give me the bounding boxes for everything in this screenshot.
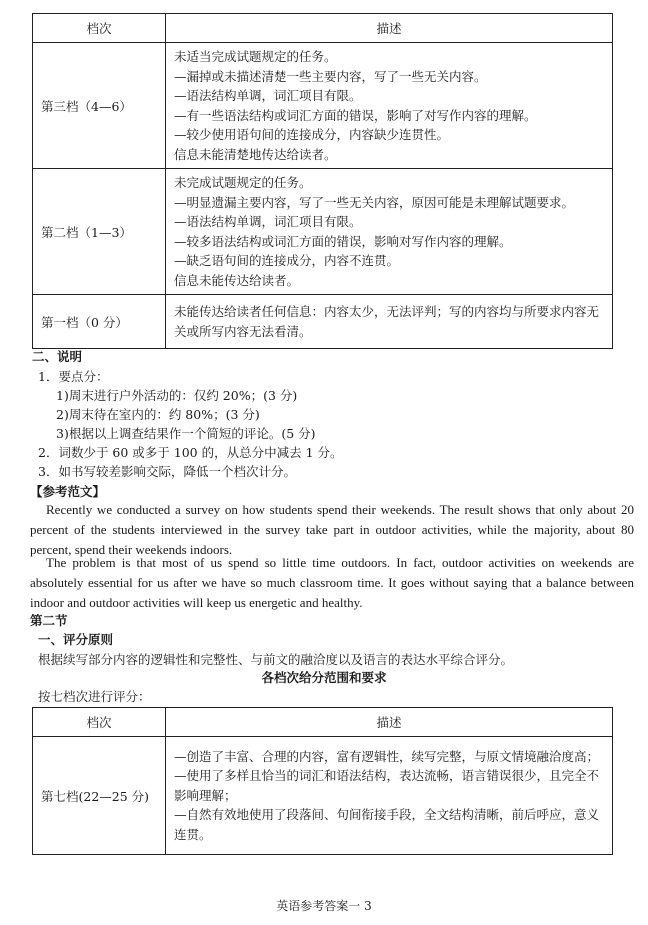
description-line: —语法结构单调，词汇项目有限。: [174, 214, 362, 229]
grading-table-writing-2: [32, 707, 613, 855]
section-heading: 第二节: [30, 613, 68, 628]
description-line: —自然有效地使用了段落间、句间衔接手段，全文结构清晰，前后呼应，意义连贯。: [174, 807, 600, 842]
description-line: —缺乏语句间的连接成分，内容不连贯。: [174, 253, 400, 268]
level-label: 第二档（1—3）: [33, 169, 166, 295]
column-header-description: 描述: [166, 708, 613, 737]
level-label: 第三档（4—6）: [33, 43, 166, 169]
level-description: [166, 295, 613, 349]
note-item: 2．词数少于 60 或多于 100 的，从总分中减去 1 分。: [38, 445, 343, 460]
sample-heading: 【参考范文】: [30, 484, 106, 499]
sample-paragraph: Recently we conducted a survey on how students spend their weekends. The result shows that only about 20 percent of the students interviewed in the survey take part in outdoor activities, while the majority, about 80 percent, spend their weekends indoors.: [30, 502, 634, 557]
level-description: [166, 169, 613, 295]
table-title: 各档次给分范围和要求: [261, 670, 387, 685]
page-footer: 英语参考答案一 3: [276, 899, 372, 913]
description-line: —有一些语法结构或词汇方面的错误，影响了对写作内容的理解。: [174, 107, 537, 123]
sample-paragraph: The problem is that most of us spend so little time outdoors. In fact, outdoor activities on weekends are absolutely essential for us after we have so much classroom time. It goes without saying that a balance between indoor and outdoor activities will keep us energetic and healthy.: [30, 555, 634, 610]
level-label: 第七档(22—25 分): [33, 737, 166, 855]
grading-table-writing-1: [32, 13, 613, 349]
level-description: [166, 43, 613, 169]
table-row: [33, 169, 613, 295]
note-subitem: 1)周末进行户外活动的：仅约 20%；(3 分): [56, 388, 298, 403]
note-item: 3．如书写较差影响交际，降低一个档次计分。: [38, 464, 296, 479]
column-header-description: 描述: [166, 14, 613, 43]
table-intro: 按七档次进行评分：: [38, 689, 151, 704]
note-subitem: 3)根据以上调查结果作一个简短的评论。(5 分): [56, 426, 316, 441]
notes-heading: 二、说明: [32, 349, 83, 364]
description-line: 信息未能传达给读者。: [174, 272, 300, 288]
description-line: —明显遗漏主要内容，写了一些无关内容，原因可能是未理解试题要求。: [174, 194, 575, 210]
description-line: —较少使用语句间的连接成分，内容缺少连贯性。: [174, 127, 450, 142]
note-item: 1．要点分：: [38, 369, 109, 384]
description-line: —漏掉或未描述清楚一些主要内容，写了一些无关内容。: [174, 68, 487, 84]
description-line: 信息未能清楚地传达给读者。: [174, 146, 337, 162]
level-label: 第一档（0 分）: [33, 295, 166, 349]
description-line: 未能传达给读者任何信息：内容太少，无法评判；写的内容均与所要求内容无关或所写内容无法看清。: [174, 304, 600, 339]
description-line: 未完成试题规定的任务。: [174, 175, 312, 190]
description-line: —语法结构单调，词汇项目有限。: [174, 88, 362, 103]
table-row: [33, 43, 613, 169]
description-line: 未适当完成试题规定的任务。: [174, 49, 337, 64]
note-subitem: 2)周末待在室内的：约 80%；(3 分): [56, 407, 260, 422]
description-line: —较多语法结构或词汇方面的错误，影响对写作内容的理解。: [174, 233, 512, 249]
table-row: [33, 737, 613, 855]
table-row: [33, 295, 613, 349]
principle-heading: 一、评分原则: [38, 632, 114, 647]
principle-text: 根据续写部分内容的逻辑性和完整性、与前文的融洽度以及语言的表达水平综合评分。: [38, 652, 514, 667]
column-header-level: 档次: [33, 708, 166, 737]
description-line: —使用了多样且恰当的词汇和语法结构，表达流畅，语言错误很少，且完全不影响理解；: [174, 768, 600, 803]
description-line: —创造了丰富、合理的内容，富有逻辑性，续写完整，与原文情境融洽度高；: [174, 748, 600, 764]
level-description: [166, 737, 613, 855]
column-header-level: 档次: [33, 14, 166, 43]
